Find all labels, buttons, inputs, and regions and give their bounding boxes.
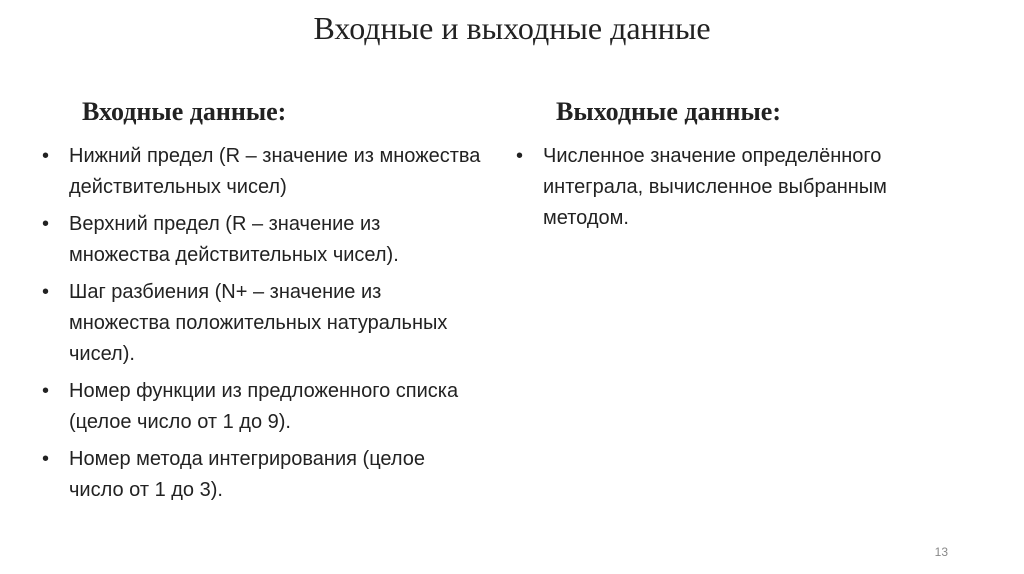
bullet-icon: • xyxy=(42,213,50,235)
list-item xyxy=(516,141,956,234)
input-heading: Входные данные: xyxy=(82,97,287,126)
list-item xyxy=(42,277,482,370)
list-item-text: Шаг разбиения (N+ – значение из множества положительных натуральных чисел). xyxy=(69,281,448,365)
list-item-text: Верхний предел (R – значение из множества действительных чисел). xyxy=(69,213,399,266)
bullet-icon: • xyxy=(42,145,50,167)
list-item xyxy=(42,141,482,203)
bullet-icon: • xyxy=(42,380,50,402)
bullet-icon: • xyxy=(42,281,50,303)
list-item-text: Нижний предел (R – значение из множества действительных чисел) xyxy=(69,145,481,198)
list-item-text: Численное значение определённого интеграла, вычисленное выбранным методом. xyxy=(543,145,887,229)
output-list xyxy=(516,141,956,240)
input-list xyxy=(42,141,482,512)
slide-number: 13 xyxy=(934,545,948,559)
list-item xyxy=(42,209,482,271)
output-heading: Выходные данные: xyxy=(556,97,781,126)
list-item xyxy=(42,376,482,438)
bullet-icon: • xyxy=(516,145,524,167)
list-item xyxy=(42,444,482,506)
list-item-text: Номер метода интегрирования (целое число от 1 до 3). xyxy=(69,448,426,501)
list-item-text: Номер функции из предложенного списка (целое число от 1 до 9). xyxy=(69,380,459,433)
bullet-icon: • xyxy=(42,448,50,470)
slide-title: Входные и выходные данные xyxy=(313,10,711,46)
